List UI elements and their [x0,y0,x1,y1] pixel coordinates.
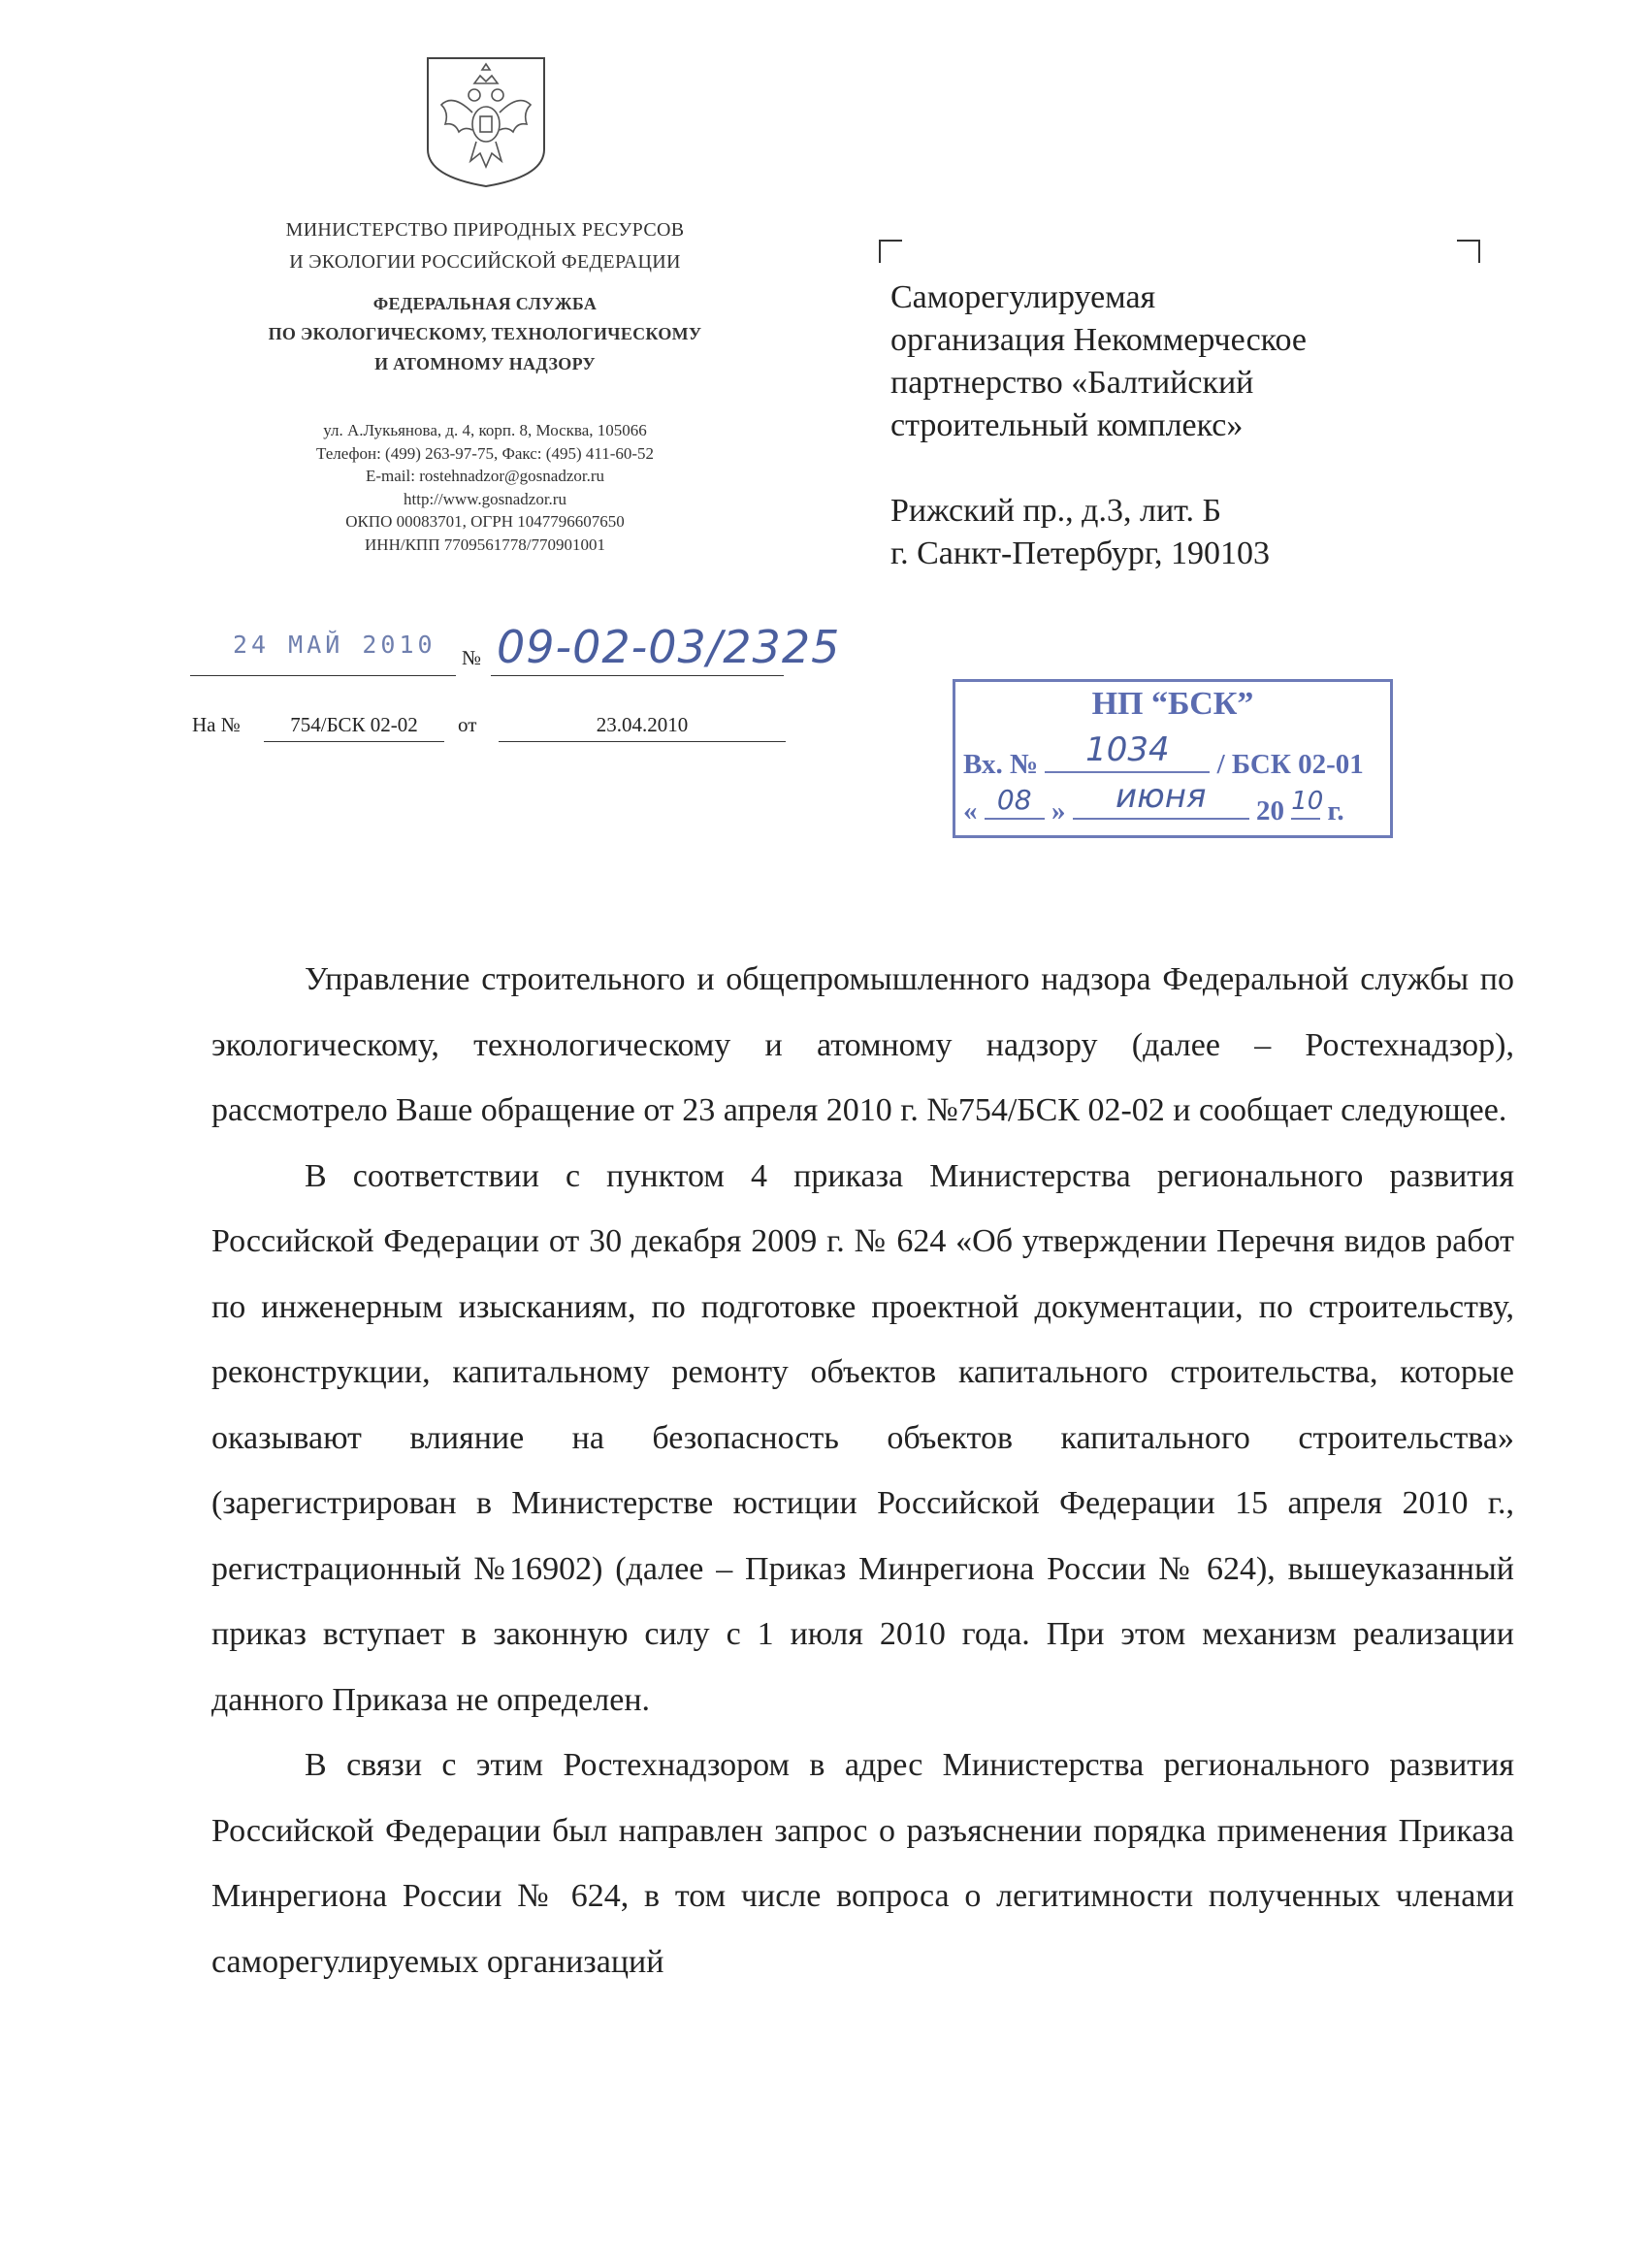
stamp-month: июня [1116,777,1207,816]
service-line-1: ФЕДЕРАЛЬНАЯ СЛУЖБА [372,294,598,313]
sender-ministry [175,214,795,278]
contact-address: ул. А.Лукьянова, д. 4, корп. 8, Москва, 105066 [323,421,647,439]
reply-date: 23.04.2010 [596,713,689,736]
body-paragraph-2: В соответствии с пунктом 4 приказа Министерства регионального развития Российской Федерации от 30 декабря 2009 г. № 624 «Об утверждении Перечня видов работ по инженерным изысканиям, по подготовке проектной документации, по строительству, реконструкции, капитальному ремонту объектов капитального строительства, которые оказывают влияние на безопасность объектов капитального строительства» (зарегистрирован в Министерстве юстиции Российской Федерации 15 апреля 2010 г., регистрационный №16902) (далее – Приказ Минрегиона России № 624), вышеуказанный приказ вступает в законную силу с 1 июля 2010 года. При этом механизм реализации данного Приказа не определен. [211,1157,1514,1718]
stamp-close-quote: » [1051,795,1066,826]
addressee-city: г. Санкт-Петербург, 190103 [890,535,1271,571]
stamp-day-field [985,784,1045,820]
stamp-title: НП “БСК” [1091,686,1254,722]
contact-okpo: ОКПО 00083701, ОГРН 1047796607650 [345,512,625,531]
address-corner-right [1457,240,1480,263]
ministry-line-1: МИНИСТЕРСТВО ПРИРОДНЫХ РЕСУРСОВ [285,219,685,241]
body-paragraph-3: В связи с этим Ростехнадзором в адрес Министерства регионального развития Российской Федерации был направлен запрос о разъяснении порядка применения Приказа Минрегиона России № 624, в том числе вопроса о легитимности полученных членами саморегулируемых организаций [211,1747,1514,1980]
stamp-open-quote: « [963,795,978,826]
stamp-day: 08 [996,784,1032,816]
ministry-line-2: И ЭКОЛОГИИ РОССИЙСКОЙ ФЕДЕРАЦИИ [289,251,681,273]
contact-inn: ИНН/КПП 7709561778/770901001 [365,535,605,554]
outgoing-number-label: № [462,646,482,669]
stamp-in-number-row [963,730,1364,781]
incoming-registration-stamp [953,679,1393,838]
letter-body [211,947,1514,1994]
addressee-line-2: организация Некоммерческое [890,322,1307,358]
addressee-line-3: партнерство «Балтийский [890,365,1254,401]
outgoing-number-handwritten: 09-02-03/2325 [497,621,841,673]
stamp-in-label: Вх. № [963,749,1039,780]
reply-date-line [499,741,786,742]
stamp-in-number-field [1045,730,1210,773]
sender-service [175,289,795,379]
outgoing-date-line [190,675,456,676]
address-corner-left [879,240,902,263]
body-paragraph-1: Управление строительного и общепромышленного надзора Федеральной службы по экологическому, технологическому и атомному надзору (далее – Ростехнадзор), рассмотрело Ваше обращение от 23 апреля 2010 г. №754/БСК 02-02 и сообщает следующее. [211,961,1514,1128]
addressee-line-1: Саморегулируемая [890,279,1156,315]
service-line-3: И АТОМНОМУ НАДЗОРУ [374,354,596,373]
reply-number-line [264,741,444,742]
stamp-date-row [963,777,1344,827]
addressee-street: Рижский пр., д.3, лит. Б [890,493,1221,529]
stamp-year-prefix: 20 [1256,795,1284,826]
service-line-2: ПО ЭКОЛОГИЧЕСКОМУ, ТЕХНОЛОГИЧЕСКОМУ [268,324,702,343]
addressee-line-4: строительный комплекс» [890,407,1244,443]
stamp-month-field [1073,777,1249,820]
stamp-in-suffix: / БСК 02-01 [1216,749,1364,780]
state-emblem [424,54,548,190]
sender-contacts [175,419,795,556]
outgoing-date-stamp: 24 МАЙ 2010 [233,631,436,659]
stamp-year-end: г. [1327,795,1344,826]
contact-phone: Телефон: (499) 263-97-75, Факс: (495) 411-60-52 [315,443,655,463]
outgoing-number-line [491,675,784,676]
reply-from-label: от [458,713,477,736]
addressee-block [890,276,1307,575]
reply-to-number: 754/БСК 02-02 [290,713,418,736]
contact-email: E-mail: rostehnadzor@gosnadzor.ru [365,467,605,485]
reply-to-label: На № [192,713,241,736]
stamp-in-number: 1034 [1085,730,1170,769]
stamp-year-suffix: 10 [1291,787,1324,816]
stamp-year-field [1291,787,1324,820]
contact-website: http://www.gosnadzor.ru [404,489,566,508]
